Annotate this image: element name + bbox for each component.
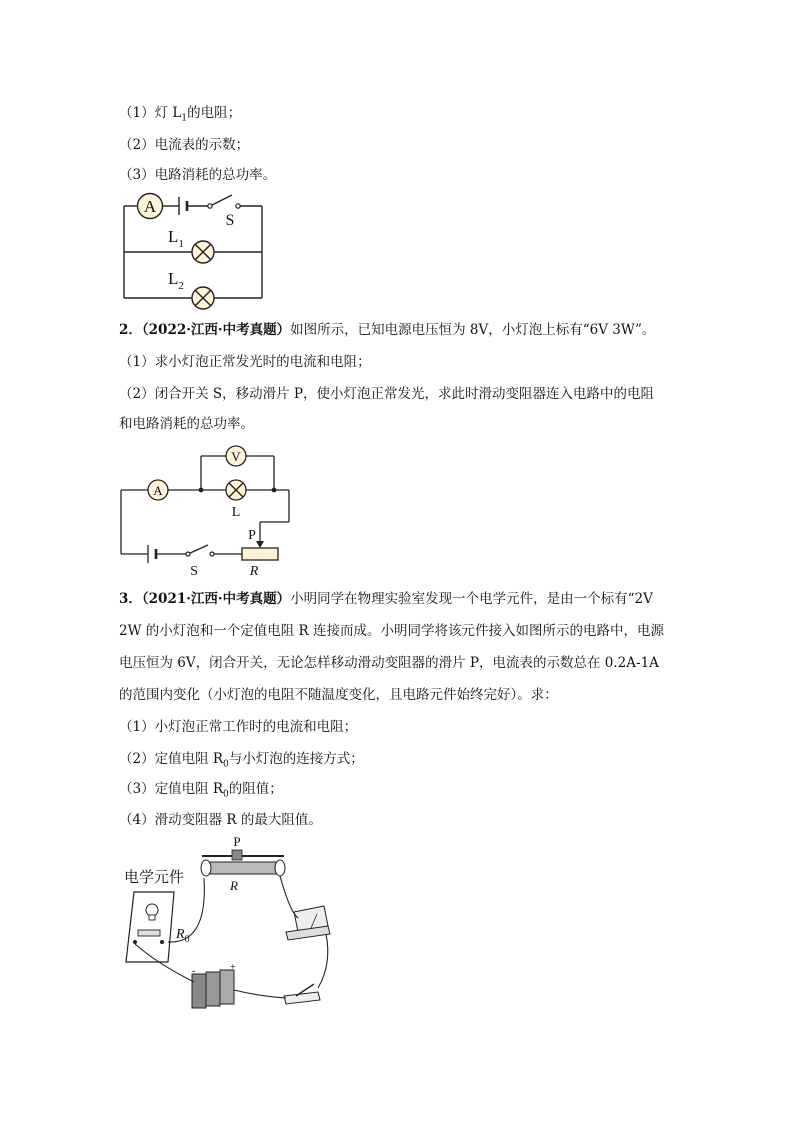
- q2-lamp: [226, 480, 246, 520]
- q2-junction-right: [272, 488, 277, 493]
- q3-component-label: 电学元件: [124, 870, 185, 886]
- q3-stem-line-4: 的范围内变化（小灯泡的电阻不随温度变化，且电路元件始终完好）。求：: [119, 687, 558, 703]
- q1-part-1-text: （1）灯 L: [119, 105, 182, 121]
- q1-part-3: （3）电路消耗的总功率。: [119, 167, 277, 183]
- q2-switch: [186, 552, 214, 579]
- svg-text:V: V: [231, 449, 241, 464]
- q2-junction-left: [199, 488, 204, 493]
- q2-circuit-diagram: [118, 442, 298, 577]
- q3-component-board: [126, 892, 190, 962]
- q3-r0-label: $R_0$: [176, 927, 190, 945]
- q2-slider-label: P: [248, 528, 256, 543]
- q1-ammeter: [138, 194, 163, 219]
- q2-stem: [119, 321, 655, 339]
- q3-part-2-text: （2）定值电阻 R: [119, 751, 224, 767]
- q2-part-1: （1）求小灯泡正常发光时的电流和电阻；: [119, 354, 371, 370]
- q2-ammeter: [148, 480, 168, 500]
- q1-lamp-2: [168, 269, 214, 309]
- q3-stem-text-1: 小明同学在物理实验室发现一个电学元件，是由一个标有“2V: [290, 591, 653, 607]
- q1-circuit-diagram: [120, 192, 270, 304]
- q3-part-2-tail: 与小灯泡的连接方式；: [228, 751, 364, 767]
- q3-switch: [284, 984, 320, 1004]
- q3-battery-minus: -: [192, 966, 196, 977]
- svg-text:A: A: [153, 483, 163, 498]
- q3-rheostat-label: R: [230, 878, 238, 893]
- q3-part-2: [119, 750, 364, 774]
- q1-lamp-1: [168, 227, 214, 263]
- q2-number: 2．: [119, 322, 142, 338]
- q1-switch: [208, 204, 240, 229]
- q3-source: （2021·江西·中考真题）: [141, 591, 291, 607]
- svg-text:A: A: [143, 197, 157, 216]
- q3-rheostat: [201, 834, 285, 893]
- q3-slider-label: P: [233, 834, 241, 849]
- q2-source: （2022·江西·中考真题）: [141, 322, 291, 338]
- svg-text:R: R: [249, 564, 259, 579]
- q1-part-1-sub: 1: [181, 113, 188, 124]
- q3-battery-plus: +: [230, 962, 236, 973]
- q2-part-2-cont: 和电路消耗的总功率。: [119, 416, 254, 432]
- q1-lamp-2-label: $L_2$: [168, 269, 184, 292]
- q3-battery: [192, 962, 236, 1008]
- svg-text:L: L: [231, 505, 241, 520]
- q1-part-1: [119, 104, 241, 128]
- q3-part-3: [119, 780, 283, 804]
- q2-voltmeter: [226, 446, 246, 466]
- q3-stem-line-1: [119, 590, 653, 608]
- q3-part-3-tail: 的阻值；: [228, 781, 283, 797]
- q3-part-1: （1）小灯泡正常工作时的电流和电阻；: [119, 719, 358, 735]
- q3-apparatus-figure: [118, 834, 358, 1014]
- svg-text:S: S: [225, 212, 235, 229]
- q1-part-2: （2）电流表的示数；: [119, 137, 250, 153]
- q2-battery-icon: [148, 545, 156, 563]
- q3-part-3-sub: 0: [223, 789, 229, 800]
- q1-part-1-tail: 的电阻；: [187, 105, 242, 121]
- q2-part-2: （2）闭合开关 S，移动滑片 P，使小灯泡正常发光，求此时滑动变阻器连入电路中的电阻: [119, 386, 655, 402]
- svg-text:S: S: [190, 564, 198, 579]
- q3-part-4: （4）滑动变阻器 R 的最大阻值。: [119, 812, 322, 828]
- q2-stem-text: 如图所示，已知电源电压恒为 8V，小灯泡上标有“6V 3W”。: [290, 322, 656, 338]
- q1-lamp-1-label: $L_1$: [168, 227, 184, 250]
- q3-stem-line-2: 2W 的小灯泡和一个定值电阻 R 连接而成。小明同学将该元件接入如图所示的电路中，电源: [119, 623, 665, 639]
- q3-number: 3．: [119, 591, 142, 607]
- q3-part-3-text: （3）定值电阻 R: [119, 781, 224, 797]
- q3-stem-line-3: 电压恒为 6V，闭合开关，无论怎样移动滑动变阻器的滑片 P，电流表的示数总在 0.2A-1A: [119, 655, 659, 671]
- q3-part-2-sub: 0: [223, 759, 229, 770]
- q1-battery-icon: [179, 197, 187, 215]
